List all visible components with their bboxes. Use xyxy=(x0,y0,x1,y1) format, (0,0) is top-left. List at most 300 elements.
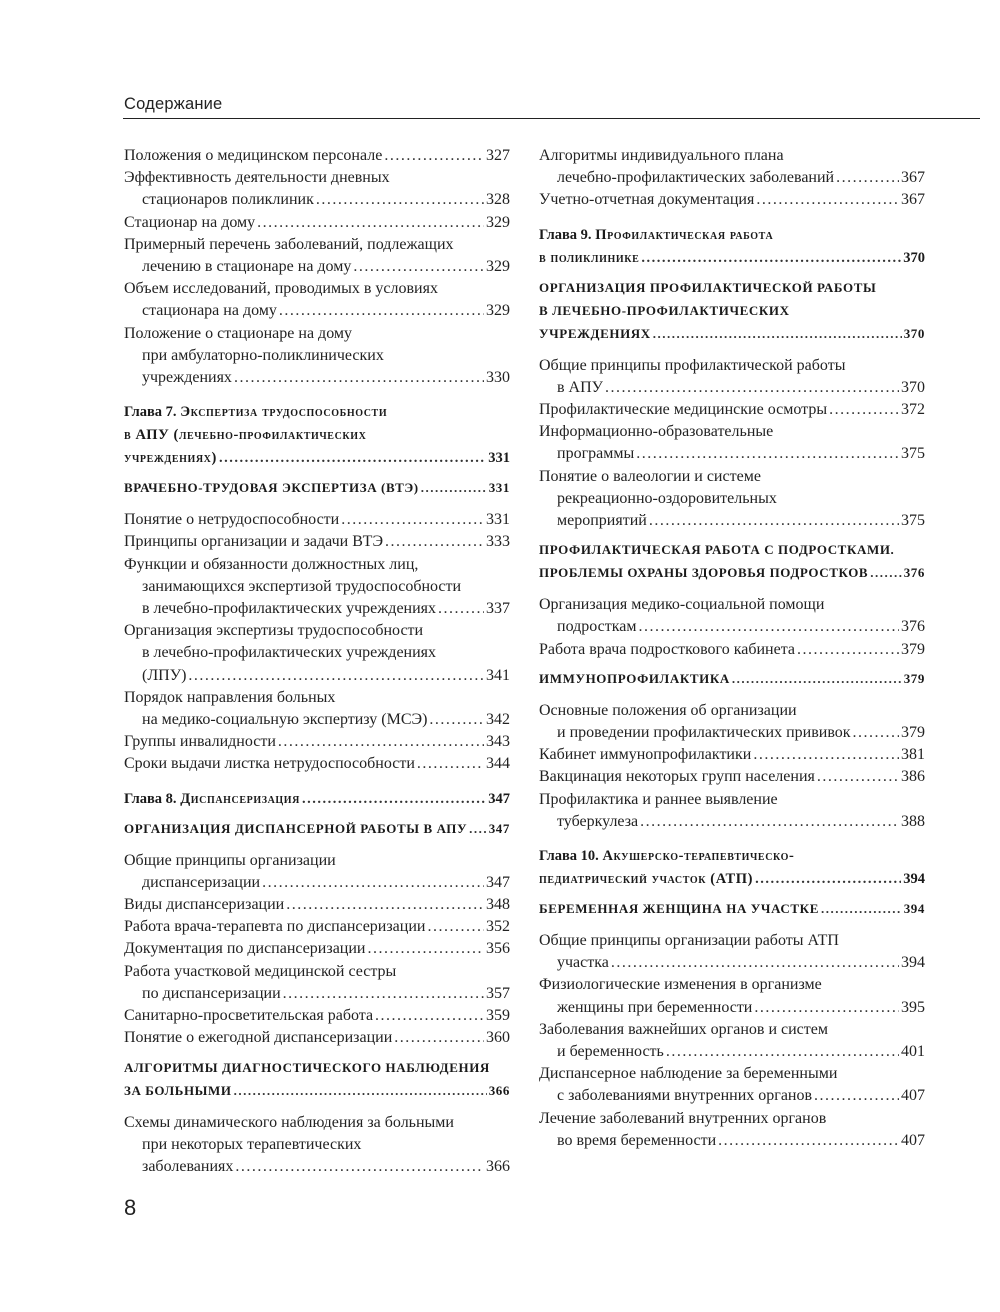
toc-entry[interactable] xyxy=(539,355,925,399)
toc-line xyxy=(124,145,510,167)
toc-line xyxy=(539,594,925,616)
toc-line xyxy=(539,421,925,443)
toc-text: ПРОФИЛАКТИЧЕСКАЯ РАБОТА С ПОДРОСТКАМИ. xyxy=(539,542,895,558)
page-ref: 376 xyxy=(901,618,925,636)
dot-leader xyxy=(188,665,484,687)
page-ref: 394 xyxy=(903,901,925,917)
page-number: 8 xyxy=(124,1195,137,1220)
toc-text: Алгоритмы индивидуального плана xyxy=(539,147,784,164)
dot-leader xyxy=(353,256,484,278)
toc-line xyxy=(539,744,925,766)
toc-entry[interactable] xyxy=(124,894,510,916)
page-ref: 331 xyxy=(488,450,510,467)
toc-text: Экспертиза трудоспособности xyxy=(180,404,388,421)
toc-text: Организация медико-социальной помощи xyxy=(539,596,825,614)
dot-leader xyxy=(469,817,487,840)
toc-text: Профилактика и раннее выявление xyxy=(539,790,778,808)
page-ref: 348 xyxy=(486,896,510,914)
toc-text: Лечение заболеваний внутренних органов xyxy=(539,1109,827,1127)
toc-line xyxy=(124,1112,510,1134)
dot-leader xyxy=(234,367,484,389)
page-ref: 328 xyxy=(486,191,510,209)
toc-entry[interactable] xyxy=(124,1027,510,1049)
dot-leader xyxy=(341,509,484,531)
page-ref: 386 xyxy=(901,768,925,786)
page-ref: 352 xyxy=(486,918,510,936)
toc-line xyxy=(124,642,510,664)
dot-leader xyxy=(219,447,486,470)
toc-line xyxy=(124,665,510,687)
toc-entry[interactable] xyxy=(539,145,925,189)
toc-text: Диспансерное наблюдение за беременными xyxy=(539,1065,838,1083)
page-ref: 331 xyxy=(486,511,510,529)
toc-line xyxy=(124,256,510,278)
toc-line xyxy=(124,447,510,470)
dot-leader xyxy=(427,916,484,938)
dot-leader xyxy=(257,212,484,234)
toc-line xyxy=(539,639,925,661)
toc-line xyxy=(539,561,925,584)
toc-line xyxy=(124,938,510,960)
toc-text: в АПУ (лечебно-профилактических xyxy=(124,427,367,444)
toc-entry[interactable] xyxy=(539,466,925,533)
toc-right-column xyxy=(539,145,925,1152)
page-ref: 366 xyxy=(486,1157,510,1175)
toc-text: Диспансеризация xyxy=(180,790,300,807)
toc-line xyxy=(539,997,925,1019)
toc-line xyxy=(539,399,925,421)
page-ref: 372 xyxy=(901,401,925,419)
toc-left-column xyxy=(124,145,510,1178)
dot-leader xyxy=(797,639,899,661)
toc-chapter[interactable] xyxy=(539,845,925,891)
toc-text: с заболеваниями внутренних органов xyxy=(557,1087,813,1105)
toc-entry[interactable] xyxy=(124,145,510,167)
toc-line xyxy=(124,189,510,211)
toc-line xyxy=(539,510,925,532)
toc-line xyxy=(539,930,925,952)
toc-text: Объем исследований, проводимых в условиях xyxy=(124,280,438,298)
toc-text: Профилактическая работа xyxy=(595,226,774,243)
toc-line xyxy=(539,667,925,690)
page-ref: 341 xyxy=(486,666,510,684)
toc-text: Вакцинация некоторых групп населения xyxy=(539,768,815,786)
dot-leader xyxy=(718,1130,899,1152)
toc-line xyxy=(539,488,925,510)
page-ref: 375 xyxy=(901,445,925,463)
toc-entry[interactable] xyxy=(124,323,510,390)
toc-entry[interactable] xyxy=(124,554,510,621)
dot-leader xyxy=(234,1079,487,1102)
toc-line xyxy=(539,952,925,974)
dot-leader xyxy=(611,952,899,974)
toc-section[interactable] xyxy=(124,817,510,840)
toc-section[interactable] xyxy=(539,276,925,345)
toc-entry[interactable] xyxy=(124,167,510,211)
toc-entry[interactable] xyxy=(539,399,925,421)
page-ref: 407 xyxy=(901,1131,925,1149)
toc-line xyxy=(539,1019,925,1041)
toc-section[interactable] xyxy=(124,1056,510,1102)
toc-line xyxy=(124,916,510,938)
toc-line xyxy=(539,845,925,868)
dot-leader xyxy=(829,399,899,421)
toc-line xyxy=(539,897,925,920)
toc-entry[interactable] xyxy=(539,789,925,833)
toc-entry[interactable] xyxy=(124,509,510,531)
toc-entry[interactable] xyxy=(124,916,510,938)
toc-text: Понятие о ежегодной диспансеризации xyxy=(124,1029,393,1047)
toc-entry[interactable] xyxy=(124,620,510,687)
toc-text: Понятие о нетрудоспособности xyxy=(124,511,340,529)
toc-text: туберкулеза xyxy=(557,812,639,830)
toc-entry[interactable] xyxy=(539,421,925,465)
dot-leader xyxy=(817,766,899,788)
toc-line xyxy=(539,868,925,891)
toc-section[interactable] xyxy=(539,897,925,920)
toc-line xyxy=(539,224,925,247)
toc-line xyxy=(124,345,510,367)
toc-line xyxy=(539,700,925,722)
toc-entry[interactable] xyxy=(539,639,925,661)
page-ref: 381 xyxy=(901,746,925,764)
dot-leader xyxy=(732,667,902,690)
toc-text: Сроки выдачи листка нетрудоспособности xyxy=(124,755,415,773)
toc-text: Работа врача-терапевта по диспансеризации xyxy=(124,918,426,936)
dot-leader xyxy=(853,722,899,744)
toc-line xyxy=(539,167,925,189)
toc-text: ИММУНОПРОФИЛАКТИКА xyxy=(539,670,730,686)
toc-chapter[interactable] xyxy=(539,224,925,270)
toc-text: Положения о медицинском персонале xyxy=(124,147,383,164)
toc-chapter[interactable] xyxy=(124,788,510,811)
page-ref: 379 xyxy=(901,724,925,742)
toc-text: подросткам xyxy=(557,618,637,636)
toc-entry[interactable] xyxy=(539,744,925,766)
chapter-label: Глава 8. xyxy=(124,790,181,807)
toc-line xyxy=(124,1079,510,1102)
toc-line xyxy=(124,1134,510,1156)
dot-leader xyxy=(639,616,900,638)
toc-line xyxy=(539,1041,925,1063)
toc-line xyxy=(124,1156,510,1178)
dot-leader xyxy=(636,443,899,465)
toc-line xyxy=(124,983,510,1005)
page-ref: 360 xyxy=(486,1029,510,1047)
toc-entry[interactable] xyxy=(124,234,510,278)
toc-entry[interactable] xyxy=(124,731,510,753)
toc-line xyxy=(124,872,510,894)
toc-text: при амбулаторно-поликлинических xyxy=(142,346,384,364)
toc-text: Профилактические медицинские осмотры xyxy=(539,401,828,419)
toc-text: программы xyxy=(557,445,635,463)
dot-leader xyxy=(286,894,484,916)
toc-line xyxy=(539,322,925,345)
page-ref: 394 xyxy=(903,871,925,888)
page-ref: 395 xyxy=(901,998,925,1016)
dot-leader xyxy=(375,1005,484,1027)
toc-entry[interactable] xyxy=(124,1005,510,1027)
page-ref: 376 xyxy=(903,565,925,581)
page-ref: 337 xyxy=(486,600,510,618)
page-ref: 347 xyxy=(488,820,510,836)
page-ref: 407 xyxy=(901,1087,925,1105)
toc-text: диспансеризации xyxy=(142,873,261,891)
toc-text: Стационар на дому xyxy=(124,213,256,231)
toc-text: учреждениях) xyxy=(124,450,217,467)
toc-line xyxy=(124,687,510,709)
toc-entry[interactable] xyxy=(539,189,925,211)
toc-text: В ЛЕЧЕБНО-ПРОФИЛАКТИЧЕСКИХ xyxy=(539,302,790,318)
toc-text: Учетно-отчетная документация xyxy=(539,191,755,209)
toc-text: БЕРЕМЕННАЯ ЖЕНЩИНА НА УЧАСТКЕ xyxy=(539,901,819,917)
page-ref: 367 xyxy=(901,169,925,187)
toc-text: лечебно-профилактических заболеваний xyxy=(557,169,835,187)
toc-line xyxy=(539,355,925,377)
toc-text: и беременность xyxy=(557,1043,664,1061)
toc-text: в лечебно-профилактических учреждениях xyxy=(142,644,437,662)
toc-text: Общие принципы организации работы АТП xyxy=(539,932,839,950)
page-ref: 367 xyxy=(901,191,925,209)
dot-leader xyxy=(870,561,901,584)
toc-line xyxy=(124,323,510,345)
page-header xyxy=(123,92,980,119)
toc-line xyxy=(124,1027,510,1049)
page-ref: 370 xyxy=(903,249,925,266)
page-ref: 370 xyxy=(901,378,925,396)
toc-text: Санитарно-просветительская работа xyxy=(124,1007,374,1025)
dot-leader xyxy=(394,1027,484,1049)
toc-entry[interactable] xyxy=(124,753,510,775)
toc-line xyxy=(539,299,925,322)
toc-line xyxy=(124,424,510,447)
toc-line xyxy=(124,817,510,840)
toc-text: во время беременности xyxy=(557,1131,717,1149)
page-ref: 388 xyxy=(901,812,925,830)
toc-text: в лечебно-профилактических учреждениях xyxy=(142,600,437,618)
toc-text: и проведении профилактических прививок xyxy=(557,724,851,742)
toc-line xyxy=(124,850,510,872)
toc-entry[interactable] xyxy=(124,850,510,894)
dot-leader xyxy=(649,510,899,532)
dot-leader xyxy=(756,189,899,211)
chapter-label: Глава 9. xyxy=(539,226,596,243)
toc-text: ОРГАНИЗАЦИЯ ПРОФИЛАКТИЧЕСКОЙ РАБОТЫ xyxy=(539,279,877,295)
toc-entry[interactable] xyxy=(124,961,510,1005)
toc-entry[interactable] xyxy=(539,1063,925,1107)
toc-line xyxy=(539,616,925,638)
toc-line xyxy=(539,766,925,788)
toc-line xyxy=(124,961,510,983)
toc-text: Акушерско-терапевтическо- xyxy=(602,848,795,865)
toc-text: Функции и обязанности должностных лиц, xyxy=(124,555,419,573)
toc-text: стационаров поликлиник xyxy=(142,191,314,209)
toc-line xyxy=(124,576,510,598)
dot-leader xyxy=(438,598,484,620)
toc-text: лечению в стационаре на дому xyxy=(142,258,352,276)
toc-text: Основные положения об организации xyxy=(539,701,797,719)
page-ref: 357 xyxy=(486,984,510,1002)
toc-line xyxy=(539,974,925,996)
toc-text: рекреационно-оздоровительных xyxy=(557,489,777,507)
toc-line xyxy=(124,509,510,531)
toc-text: Заболевания важнейших органов и систем xyxy=(539,1020,828,1038)
toc-text: Документация по диспансеризации xyxy=(124,940,366,958)
toc-entry[interactable] xyxy=(124,278,510,322)
toc-line xyxy=(539,466,925,488)
toc-line xyxy=(124,1056,510,1079)
dot-leader xyxy=(421,476,487,499)
toc-chapter[interactable] xyxy=(124,401,510,470)
toc-text: Общие принципы профилактической работы xyxy=(539,356,846,374)
toc-text: Общие принципы организации xyxy=(124,851,336,869)
toc-line xyxy=(539,247,925,270)
toc-text: ЗА БОЛЬНЫМИ xyxy=(124,1082,232,1098)
toc-line xyxy=(539,1130,925,1152)
toc-line xyxy=(539,1085,925,1107)
toc-entry[interactable] xyxy=(539,1019,925,1063)
toc-text: при некоторых терапевтических xyxy=(142,1135,362,1153)
toc-text: Физиологические изменения в организме xyxy=(539,976,822,994)
toc-entry[interactable] xyxy=(539,700,925,744)
page-ref: 359 xyxy=(486,1007,510,1025)
dot-leader xyxy=(605,377,899,399)
page-ref: 370 xyxy=(903,325,925,341)
toc-text: в поликлинике xyxy=(539,249,640,266)
toc-line xyxy=(539,443,925,465)
toc-line xyxy=(539,1108,925,1130)
toc-line xyxy=(124,554,510,576)
toc-line xyxy=(124,212,510,234)
toc-text: в АПУ xyxy=(557,378,603,396)
toc-line xyxy=(539,789,925,811)
dot-leader xyxy=(753,744,899,766)
toc-entry[interactable] xyxy=(124,687,510,731)
toc-text: учреждениях xyxy=(142,369,232,387)
page-ref: 327 xyxy=(486,147,510,164)
toc-entry[interactable] xyxy=(539,766,925,788)
toc-line xyxy=(539,377,925,399)
toc-text: Эффективность деятельности дневных xyxy=(124,169,390,187)
toc-entry[interactable] xyxy=(539,594,925,638)
toc-text: ВРАЧЕБНО-ТРУДОВАЯ ЭКСПЕРТИЗА (ВТЭ) xyxy=(124,480,419,496)
toc-line xyxy=(124,401,510,424)
toc-line xyxy=(124,531,510,553)
page-ref: 379 xyxy=(903,670,925,686)
toc-entry[interactable] xyxy=(539,1108,925,1152)
page-ref: 342 xyxy=(486,711,510,729)
toc-entry[interactable] xyxy=(124,938,510,960)
toc-line xyxy=(124,598,510,620)
toc-text: Работа врача подросткового кабинета xyxy=(539,640,795,658)
toc-section[interactable] xyxy=(539,538,925,584)
toc-text: педиатрический участок (АТП) xyxy=(539,871,754,888)
toc-text: Положение о стационаре на дому xyxy=(124,324,353,342)
toc-section[interactable] xyxy=(124,476,510,499)
running-header-title: Содержание xyxy=(124,95,223,113)
toc-line xyxy=(124,731,510,753)
dot-leader xyxy=(814,1085,899,1107)
toc-text: ПРОБЛЕМЫ ОХРАНЫ ЗДОРОВЬЯ ПОДРОСТКОВ xyxy=(539,565,869,581)
toc-text: Виды диспансеризации xyxy=(124,896,285,914)
toc-text: Примерный перечень заболеваний, подлежащих xyxy=(124,235,454,253)
toc-line xyxy=(539,276,925,299)
toc-entry[interactable] xyxy=(539,974,925,1018)
toc-line xyxy=(539,811,925,833)
toc-text: (ЛПУ) xyxy=(142,666,187,684)
page-ref: 333 xyxy=(486,533,510,551)
toc-text: Принципы организации и задачи ВТЭ xyxy=(124,533,384,551)
dot-leader xyxy=(641,247,901,270)
toc-line xyxy=(124,234,510,256)
dot-leader xyxy=(279,300,484,322)
page-ref: 366 xyxy=(488,1082,510,1098)
toc-line xyxy=(539,189,925,211)
dot-leader xyxy=(262,872,484,894)
toc-line xyxy=(124,278,510,300)
toc-entry[interactable] xyxy=(539,930,925,974)
dot-leader xyxy=(836,167,899,189)
toc-text: заболеваниях xyxy=(142,1157,234,1175)
toc-text: Информационно-образовательные xyxy=(539,423,774,441)
toc-line xyxy=(124,476,510,499)
page-ref: 356 xyxy=(486,940,510,958)
chapter-label: Глава 7. xyxy=(124,404,181,421)
toc-text: Схемы динамического наблюдения за больными xyxy=(124,1113,454,1131)
toc-text: Понятие о валеологии и системе xyxy=(539,467,761,485)
dot-leader xyxy=(754,997,899,1019)
toc-entry[interactable] xyxy=(124,531,510,553)
page-ref: 375 xyxy=(901,512,925,530)
toc-line xyxy=(124,367,510,389)
page-ref: 394 xyxy=(901,954,925,972)
dot-leader xyxy=(666,1041,899,1063)
toc-text: ОРГАНИЗАЦИЯ ДИСПАНСЕРНОЙ РАБОТЫ В АПУ xyxy=(124,820,468,836)
toc-entry[interactable] xyxy=(124,212,510,234)
chapter-label: Глава 10. xyxy=(539,848,603,865)
page-ref: 329 xyxy=(486,258,510,276)
dot-leader xyxy=(653,322,902,345)
toc-text: АЛГОРИТМЫ ДИАГНОСТИЧЕСКОГО НАБЛЮДЕНИЯ xyxy=(124,1059,490,1075)
toc-line xyxy=(539,722,925,744)
toc-text: Работа участковой медицинской сестры xyxy=(124,962,397,980)
dot-leader xyxy=(384,145,484,167)
toc-entry[interactable] xyxy=(124,1112,510,1179)
page-ref: 329 xyxy=(486,302,510,320)
toc-text: Кабинет иммунопрофилактики xyxy=(539,746,752,764)
page-ref: 379 xyxy=(901,640,925,658)
toc-text: женщины при беременности xyxy=(557,998,753,1016)
toc-text: по диспансеризации xyxy=(142,984,281,1002)
toc-line xyxy=(124,709,510,731)
toc-text: стационара на дому xyxy=(142,302,277,320)
toc-line xyxy=(124,1005,510,1027)
toc-line xyxy=(539,1063,925,1085)
toc-text: мероприятий xyxy=(557,512,647,530)
dot-leader xyxy=(385,531,484,553)
toc-section[interactable] xyxy=(539,667,925,690)
toc-line xyxy=(124,300,510,322)
toc-line xyxy=(124,620,510,642)
dot-leader xyxy=(316,189,484,211)
dot-leader xyxy=(821,897,902,920)
toc-text: Порядок направления больных xyxy=(124,688,336,706)
toc-text: участка xyxy=(557,954,609,972)
dot-leader xyxy=(417,753,484,775)
page-ref: 344 xyxy=(486,755,510,773)
page-ref: 330 xyxy=(486,369,510,387)
toc-line xyxy=(539,538,925,561)
